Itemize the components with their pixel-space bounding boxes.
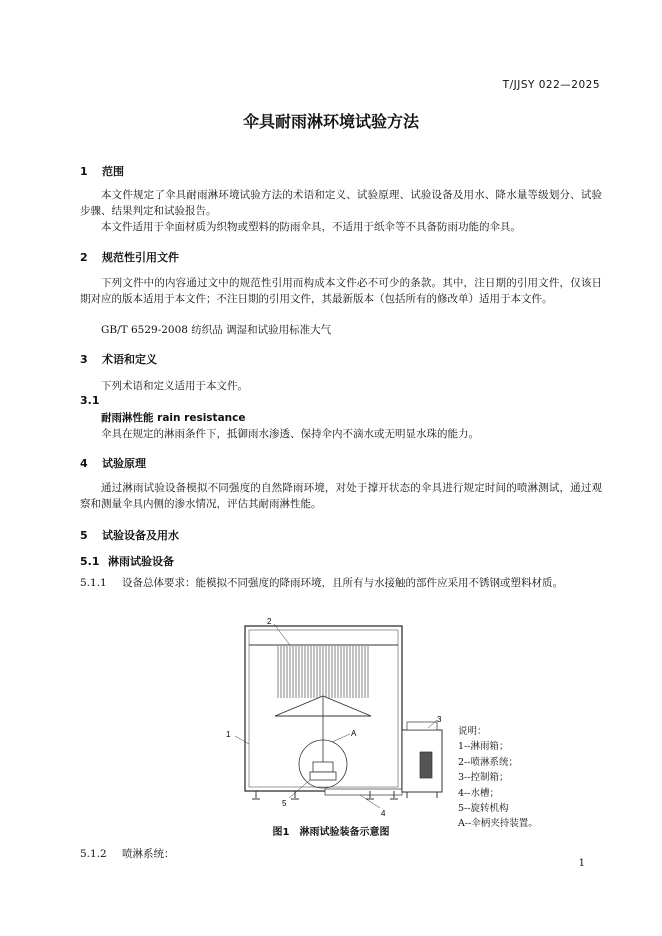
section-number: 4 bbox=[80, 457, 88, 470]
spray-water-streams bbox=[278, 646, 368, 698]
section-number: 2 bbox=[80, 251, 88, 264]
clause-5-1-heading bbox=[80, 553, 174, 569]
section-1-heading bbox=[80, 163, 124, 179]
page-number: 1 bbox=[578, 858, 585, 869]
control-panel-top bbox=[407, 722, 437, 730]
clause-title: 淋雨试验设备 bbox=[108, 555, 174, 568]
section-number: 1 bbox=[80, 165, 88, 178]
pump bbox=[420, 752, 432, 778]
callout-2: 2 bbox=[267, 617, 272, 626]
rain-test-equipment-diagram bbox=[220, 612, 460, 818]
callout-4: 4 bbox=[381, 809, 386, 818]
callout-5: 5 bbox=[282, 799, 287, 808]
callout-3: 3 bbox=[437, 715, 442, 724]
clause-5-1-1 bbox=[80, 575, 605, 590]
section-title: 规范性引用文件 bbox=[102, 251, 179, 264]
figure-legend bbox=[458, 724, 538, 832]
handle-holder bbox=[313, 762, 333, 772]
section-1-paragraph-1: 本文件规定了伞具耐雨淋环境试验方法的术语和定义、试验原理、试验设备及用水、降水量等级划分、试验步骤、结果判定和试验报告。 bbox=[80, 189, 602, 217]
section-number: 3 bbox=[80, 353, 88, 366]
section-title: 试验设备及用水 bbox=[102, 529, 179, 542]
section-title: 试验原理 bbox=[102, 457, 146, 470]
standard-code: T/JJSY 022—2025 bbox=[502, 79, 600, 91]
legend-item: A--伞柄夹持装置。 bbox=[458, 818, 538, 830]
legend-item: 3--控制箱； bbox=[458, 772, 509, 784]
clause-number: 5.1.2 bbox=[80, 848, 107, 860]
term-definition: 伞具在规定的淋雨条件下，抵御雨水渗透、保持伞内不滴水或无明显水珠的能力。 bbox=[101, 428, 479, 440]
legend-item: 4--水槽； bbox=[458, 787, 499, 799]
legend-item: 5--旋转机构 bbox=[458, 803, 509, 815]
section-number: 5 bbox=[80, 529, 88, 542]
section-title: 范围 bbox=[102, 165, 124, 178]
clause-number: 5.1.1 bbox=[80, 577, 107, 589]
figure-caption: 图1 淋雨试验装备示意图 bbox=[272, 827, 390, 838]
clause-3-1-number: 3.1 bbox=[80, 394, 100, 407]
clause-number: 5.1 bbox=[80, 555, 100, 568]
water-tank bbox=[325, 789, 402, 795]
normative-reference: GB/T 6529-2008 纺织品 调湿和试验用标准大气 bbox=[101, 324, 332, 336]
rotation-mechanism bbox=[310, 772, 336, 780]
section-4-heading bbox=[80, 455, 146, 471]
section-2-heading bbox=[80, 249, 179, 265]
document-title: 伞具耐雨淋环境试验方法 bbox=[242, 112, 419, 131]
term-heading: 耐雨淋性能 rain resistance bbox=[101, 412, 246, 424]
clause-text: 喷淋系统： bbox=[122, 848, 175, 860]
section-1-paragraph-2: 本文件适用于伞面材质为织物或塑料的防雨伞具，不适用于纸伞等不具备防雨功能的伞具。 bbox=[101, 221, 521, 233]
section-3-intro: 下列术语和定义适用于本文件。 bbox=[101, 380, 248, 392]
section-3-heading bbox=[80, 351, 157, 367]
legend-item: 2--喷淋系统； bbox=[458, 756, 518, 768]
section-title: 术语和定义 bbox=[102, 353, 157, 366]
section-4-paragraph-1: 通过淋雨试验设备模拟不同强度的自然降雨环境，对处于撑开状态的伞具进行规定时间的喷淋测试，通过观察和测量伞具内侧的渗水情况，评估其耐雨淋性能。 bbox=[80, 482, 602, 510]
clause-text: 设备总体要求：能模拟不同强度的降雨环境，且所有与水接触的部件应采用不锈钢或塑料材质。 bbox=[122, 577, 563, 589]
callout-1: 1 bbox=[226, 730, 231, 739]
section-5-heading bbox=[80, 527, 179, 543]
section-2-paragraph-1: 下列文件中的内容通过文中的规范性引用而构成本文件必不可少的条款。其中，注日期的引用文件，仅该日期对应的版本适用于本文件；不注日期的引用文件，其最新版本（包括所有的修改单）适用于本文件。 bbox=[80, 277, 602, 305]
callout-A: A bbox=[351, 729, 357, 738]
clause-5-1-2 bbox=[80, 846, 175, 861]
legend-item: 1--淋雨箱； bbox=[458, 741, 509, 753]
legend-title: 说明： bbox=[458, 726, 487, 737]
